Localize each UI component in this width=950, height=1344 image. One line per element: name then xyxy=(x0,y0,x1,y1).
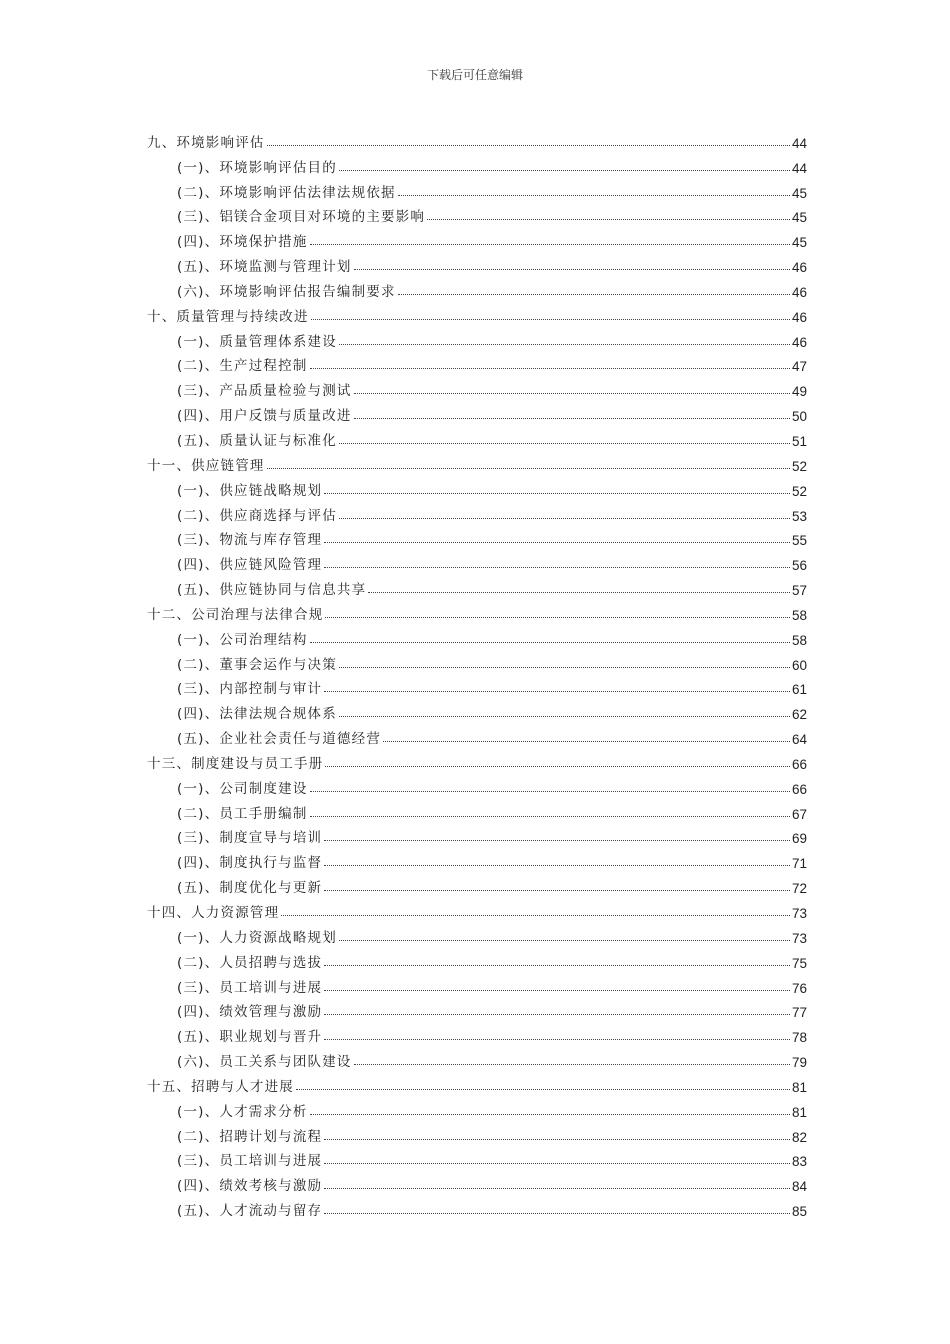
toc-dot-leader xyxy=(339,667,790,668)
toc-dot-leader xyxy=(324,1213,790,1214)
toc-entry-page-number: 69 xyxy=(791,831,807,847)
toc-section-entry[interactable] xyxy=(147,499,807,524)
toc-section-entry[interactable] xyxy=(147,1095,807,1120)
toc-dot-leader xyxy=(267,145,790,146)
toc-dot-leader xyxy=(324,965,790,966)
toc-entry-title: (五)、供应链协同与信息共享 xyxy=(177,582,367,599)
toc-entry-title: (一)、公司治理结构 xyxy=(177,631,308,648)
toc-entry-page-number: 60 xyxy=(791,657,807,673)
toc-entry-title: 十五、招聘与人才进展 xyxy=(147,1078,294,1095)
toc-section-entry[interactable] xyxy=(147,1120,807,1145)
toc-section-entry[interactable] xyxy=(147,673,807,698)
toc-dot-leader xyxy=(310,642,790,643)
toc-section-entry[interactable] xyxy=(147,1145,807,1170)
toc-dot-leader xyxy=(324,691,790,692)
toc-dot-leader xyxy=(311,319,790,320)
toc-entry-page-number: 52 xyxy=(791,483,807,499)
toc-entry-title: (四)、绩效考核与激励 xyxy=(177,1178,323,1195)
toc-section-entry[interactable] xyxy=(147,1045,807,1070)
toc-section-entry[interactable] xyxy=(147,822,807,847)
toc-entry-page-number: 71 xyxy=(791,856,807,872)
toc-entry-page-number: 84 xyxy=(791,1179,807,1195)
toc-dot-leader xyxy=(368,592,790,593)
toc-entry-title: (二)、招聘计划与流程 xyxy=(177,1128,323,1145)
toc-entry-page-number: 58 xyxy=(791,632,807,648)
toc-entry-title: (五)、环境监测与管理计划 xyxy=(177,259,352,276)
toc-section-entry[interactable] xyxy=(147,350,807,375)
toc-dot-leader xyxy=(281,915,790,916)
toc-entry-page-number: 56 xyxy=(791,558,807,574)
toc-section-entry[interactable] xyxy=(147,424,807,449)
toc-entry-page-number: 85 xyxy=(791,1204,807,1220)
toc-section-entry[interactable] xyxy=(147,846,807,871)
toc-entry-page-number: 44 xyxy=(791,135,807,151)
toc-entry-page-number: 62 xyxy=(791,707,807,723)
toc-entry-title: (二)、员工手册编制 xyxy=(177,805,308,822)
toc-section-entry[interactable] xyxy=(147,225,807,250)
toc-section-entry[interactable] xyxy=(147,275,807,300)
toc-dot-leader xyxy=(267,468,790,469)
toc-entry-page-number: 82 xyxy=(791,1129,807,1145)
toc-dot-leader xyxy=(324,1014,790,1015)
toc-section-entry[interactable] xyxy=(147,474,807,499)
toc-section-entry[interactable] xyxy=(147,697,807,722)
toc-entry-page-number: 75 xyxy=(791,955,807,971)
toc-entry-page-number: 66 xyxy=(791,781,807,797)
toc-section-entry[interactable] xyxy=(147,996,807,1021)
toc-entry-page-number: 45 xyxy=(791,235,807,251)
toc-entry-page-number: 81 xyxy=(791,1079,807,1095)
toc-chapter-entry[interactable] xyxy=(147,896,807,921)
toc-dot-leader xyxy=(324,493,790,494)
toc-entry-page-number: 76 xyxy=(791,980,807,996)
toc-dot-leader xyxy=(339,344,790,345)
table-of-contents xyxy=(147,126,807,1219)
toc-entry-title: (五)、职业规划与晋升 xyxy=(177,1029,323,1046)
toc-entry-page-number: 57 xyxy=(791,583,807,599)
toc-dot-leader xyxy=(324,840,790,841)
toc-entry-page-number: 81 xyxy=(791,1104,807,1120)
toc-entry-title: (一)、供应链战略规划 xyxy=(177,482,323,499)
toc-entry-title: (一)、人才需求分析 xyxy=(177,1103,308,1120)
toc-entry-title: 十二、公司治理与法律合规 xyxy=(147,606,324,623)
toc-entry-title: (四)、绩效管理与激励 xyxy=(177,1004,323,1021)
toc-dot-leader xyxy=(324,1139,790,1140)
toc-section-entry[interactable] xyxy=(147,1194,807,1219)
toc-chapter-entry[interactable] xyxy=(147,300,807,325)
toc-entry-page-number: 46 xyxy=(791,260,807,276)
toc-entry-page-number: 67 xyxy=(791,806,807,822)
toc-dot-leader xyxy=(325,617,790,618)
toc-section-entry[interactable] xyxy=(147,1020,807,1045)
toc-entry-title: (四)、环境保护措施 xyxy=(177,234,308,251)
toc-entry-title: (五)、企业社会责任与道德经营 xyxy=(177,731,382,748)
toc-section-entry[interactable] xyxy=(147,871,807,896)
toc-entry-title: (一)、人力资源战略规划 xyxy=(177,929,337,946)
toc-entry-title: (三)、员工培训与进展 xyxy=(177,979,323,996)
toc-entry-title: (六)、员工关系与团队建设 xyxy=(177,1054,352,1071)
toc-dot-leader xyxy=(354,393,790,394)
toc-section-entry[interactable] xyxy=(147,648,807,673)
toc-section-entry[interactable] xyxy=(147,921,807,946)
toc-entry-title: 九、环境影响评估 xyxy=(147,134,265,151)
toc-dot-leader xyxy=(310,816,790,817)
toc-dot-leader xyxy=(324,890,790,891)
toc-entry-page-number: 79 xyxy=(791,1055,807,1071)
toc-section-entry[interactable] xyxy=(147,573,807,598)
toc-dot-leader xyxy=(339,518,790,519)
toc-section-entry[interactable] xyxy=(147,201,807,226)
toc-entry-title: (三)、内部控制与审计 xyxy=(177,681,323,698)
toc-dot-leader xyxy=(354,1064,790,1065)
toc-dot-leader xyxy=(296,1089,790,1090)
toc-entry-page-number: 64 xyxy=(791,732,807,748)
toc-chapter-entry[interactable] xyxy=(147,1070,807,1095)
toc-section-entry[interactable] xyxy=(147,524,807,549)
toc-entry-page-number: 47 xyxy=(791,359,807,375)
toc-entry-title: (二)、环境影响评估法律法规依据 xyxy=(177,184,396,201)
toc-section-entry[interactable] xyxy=(147,374,807,399)
toc-section-entry[interactable] xyxy=(147,797,807,822)
page-header: 下载后可任意编辑 xyxy=(426,68,523,82)
toc-entry-page-number: 58 xyxy=(791,607,807,623)
toc-entry-title: (二)、人员招聘与选拔 xyxy=(177,954,323,971)
toc-entry-title: (三)、制度宣导与培训 xyxy=(177,830,323,847)
toc-entry-page-number: 73 xyxy=(791,906,807,921)
toc-entry-title: (一)、质量管理体系建设 xyxy=(177,333,337,350)
toc-entry-title: (三)、物流与库存管理 xyxy=(177,532,323,549)
toc-entry-title: (二)、供应商选择与评估 xyxy=(177,507,337,524)
toc-entry-page-number: 73 xyxy=(791,930,807,946)
toc-section-entry[interactable] xyxy=(147,772,807,797)
toc-dot-leader xyxy=(310,368,790,369)
toc-dot-leader xyxy=(324,1188,790,1189)
toc-dot-leader xyxy=(324,542,790,543)
toc-entry-title: 十、质量管理与持续改进 xyxy=(147,308,309,325)
toc-entry-title: (四)、制度执行与监督 xyxy=(177,855,323,872)
toc-section-entry[interactable] xyxy=(147,325,807,350)
toc-entry-page-number: 55 xyxy=(791,533,807,549)
toc-chapter-entry[interactable] xyxy=(147,598,807,623)
toc-section-entry[interactable] xyxy=(147,548,807,573)
toc-dot-leader xyxy=(324,1163,790,1164)
toc-entry-title: (一)、环境影响评估目的 xyxy=(177,159,337,176)
toc-entry-title: (四)、法律法规合规体系 xyxy=(177,706,337,723)
toc-dot-leader xyxy=(427,219,790,220)
toc-section-entry[interactable] xyxy=(147,1169,807,1194)
toc-dot-leader xyxy=(339,716,790,717)
toc-dot-leader xyxy=(383,741,790,742)
toc-entry-title: (三)、产品质量检验与测试 xyxy=(177,383,352,400)
toc-dot-leader xyxy=(398,294,790,295)
toc-entry-page-number: 72 xyxy=(791,881,807,897)
toc-entry-page-number: 45 xyxy=(791,210,807,226)
toc-entry-title: (一)、公司制度建设 xyxy=(177,780,308,797)
toc-entry-page-number: 46 xyxy=(791,334,807,350)
toc-entry-page-number: 78 xyxy=(791,1030,807,1046)
toc-entry-title: (四)、供应链风险管理 xyxy=(177,557,323,574)
toc-entry-title: 十三、制度建设与员工手册 xyxy=(147,755,324,772)
toc-section-entry[interactable] xyxy=(147,250,807,275)
toc-dot-leader xyxy=(310,1114,790,1115)
toc-entry-title: (二)、董事会运作与决策 xyxy=(177,656,337,673)
toc-chapter-entry[interactable] xyxy=(147,126,807,151)
toc-chapter-entry[interactable] xyxy=(147,449,807,474)
toc-entry-page-number: 77 xyxy=(791,1005,807,1021)
toc-dot-leader xyxy=(324,1039,790,1040)
toc-entry-title: (四)、用户反馈与质量改进 xyxy=(177,408,352,425)
toc-entry-title: (六)、环境影响评估报告编制要求 xyxy=(177,283,396,300)
toc-dot-leader xyxy=(325,766,790,767)
toc-entry-page-number: 61 xyxy=(791,682,807,698)
toc-dot-leader xyxy=(310,244,790,245)
toc-chapter-entry[interactable] xyxy=(147,747,807,772)
toc-entry-page-number: 46 xyxy=(791,284,807,300)
toc-dot-leader xyxy=(324,567,790,568)
toc-entry-title: (五)、人才流动与留存 xyxy=(177,1203,323,1220)
toc-dot-leader xyxy=(339,170,790,171)
toc-entry-page-number: 44 xyxy=(791,160,807,176)
toc-section-entry[interactable] xyxy=(147,946,807,971)
toc-section-entry[interactable] xyxy=(147,399,807,424)
toc-entry-page-number: 49 xyxy=(791,384,807,400)
toc-dot-leader xyxy=(398,195,790,196)
toc-dot-leader xyxy=(339,940,790,941)
toc-section-entry[interactable] xyxy=(147,176,807,201)
toc-entry-page-number: 53 xyxy=(791,508,807,524)
toc-entry-title: (五)、质量认证与标准化 xyxy=(177,432,337,449)
toc-dot-leader xyxy=(354,418,790,419)
toc-entry-title: 十四、人力资源管理 xyxy=(147,905,280,921)
toc-dot-leader xyxy=(324,865,790,866)
toc-section-entry[interactable] xyxy=(147,623,807,648)
toc-entry-title: (三)、员工培训与进展 xyxy=(177,1153,323,1170)
toc-section-entry[interactable] xyxy=(147,971,807,996)
toc-section-entry[interactable] xyxy=(147,151,807,176)
toc-entry-page-number: 83 xyxy=(791,1154,807,1170)
toc-section-entry[interactable] xyxy=(147,722,807,747)
toc-entry-title: (五)、制度优化与更新 xyxy=(177,880,323,897)
toc-dot-leader xyxy=(310,791,790,792)
toc-entry-title: (三)、铝镁合金项目对环境的主要影响 xyxy=(177,209,426,226)
toc-entry-page-number: 50 xyxy=(791,409,807,425)
toc-entry-page-number: 52 xyxy=(791,458,807,474)
toc-entry-page-number: 45 xyxy=(791,185,807,201)
toc-dot-leader xyxy=(324,990,790,991)
toc-dot-leader xyxy=(354,269,790,270)
toc-dot-leader xyxy=(339,443,790,444)
toc-entry-title: 十一、供应链管理 xyxy=(147,457,265,474)
toc-entry-page-number: 66 xyxy=(791,756,807,772)
toc-entry-title: (二)、生产过程控制 xyxy=(177,358,308,375)
toc-entry-page-number: 46 xyxy=(791,309,807,325)
toc-entry-page-number: 51 xyxy=(791,433,807,449)
